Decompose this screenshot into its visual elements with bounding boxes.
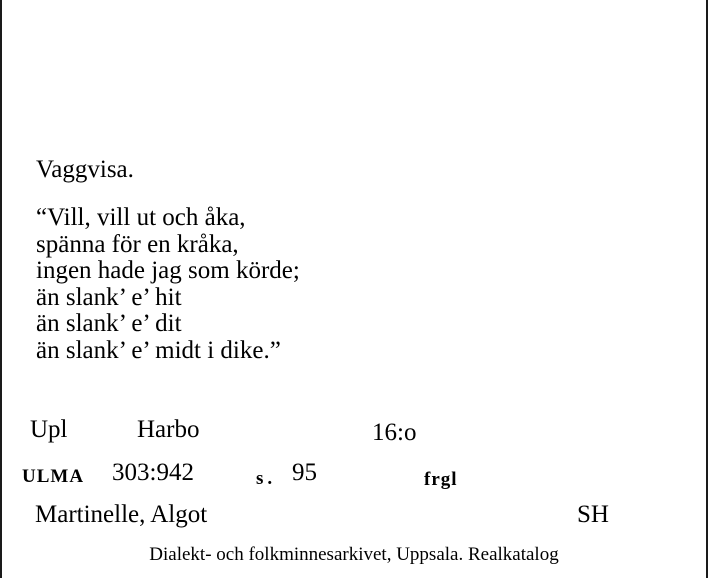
poem-line: än slank’ e’ dit [36,310,182,337]
collector-name: Martinelle, Algot [35,501,208,528]
code-label: 16:o [372,419,417,446]
poem-line: “Vill, vill ut och åka, [36,204,246,231]
poem-text [36,205,300,364]
parish-label: Harbo [137,416,200,443]
card-left-border [0,0,2,578]
page-number: 95 [292,459,317,486]
poem-line: än slank’ e’ hit [36,283,182,311]
poem-line: spänna för en kråka, [36,230,239,258]
card-title: Vaggvisa. [36,156,134,183]
page-label: s. [256,468,277,489]
poem-line: än slank’ e’ midt i dike.” [36,336,281,364]
archive-footer: Dialekt- och folkminnesarkivet, Uppsala. Realkatalog [149,544,559,565]
initials-label: SH [577,501,609,528]
region-label: Upl [30,416,68,443]
poem-line: ingen hade jag som körde; [36,257,300,284]
category-label: frgl [424,469,458,490]
archive-number: 303:942 [112,459,194,486]
archive-label: ULMA [22,466,85,487]
